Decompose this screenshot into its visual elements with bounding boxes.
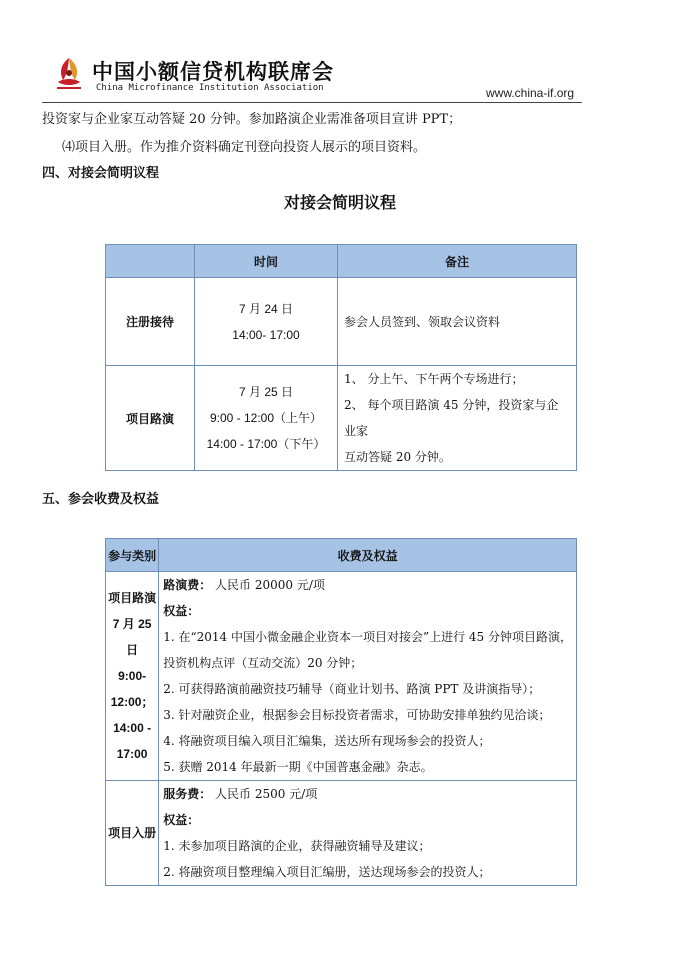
table-row: [106, 278, 577, 366]
association-logo-icon: [54, 56, 84, 90]
label-line: 9:00-12:00；: [110, 669, 154, 709]
table-header-row: [106, 539, 577, 572]
table-header-category: 参与类别: [106, 539, 159, 572]
table-row: [106, 781, 577, 886]
section-heading-5: 五、参会收费及权益: [42, 492, 160, 507]
table-header-empty: [106, 245, 195, 278]
label-line: 项目入册: [108, 826, 157, 840]
benefit-item: 3. 针对融资企业，根据参会目标投资者需求，可协助安排单独约见洽谈；: [163, 708, 551, 722]
table-header-fees: 收费及权益: [159, 539, 577, 572]
benefit-item: 2. 将融资项目整理编入项目汇编册，送达现场参会的投资人；: [163, 865, 491, 879]
benefit-item: 1. 未参加项目路演的企业，获得融资辅导及建议；: [163, 839, 431, 853]
time-line: 7 月 24 日: [238, 301, 294, 316]
table-row: [106, 366, 577, 471]
body-paragraph-1: 投资家与企业家互动答疑 20 分钟。参加路演企业需准备项目宣讲 PPT；: [42, 112, 462, 127]
fee-table: [105, 538, 577, 886]
fee-value: 人民币 2500 元/项: [215, 787, 318, 801]
agenda-title: 对接会简明议程: [283, 193, 396, 212]
time-line: 7 月 25 日: [238, 385, 294, 399]
benefit-item: 1. 在“2014 中国小微金融企业资本一项目对接会”上进行 45 分钟项目路演，: [163, 630, 572, 644]
label-line: 项目路演: [108, 591, 157, 605]
row-benefits: [159, 572, 577, 781]
body-paragraph-2: ⑷项目入册。作为推介资料确定刊登向投资人展示的项目资料。: [62, 140, 427, 155]
header-divider: [42, 102, 582, 103]
row-label: [106, 781, 159, 886]
table-header-row: [106, 245, 577, 278]
benefits-label: 权益：: [163, 813, 200, 827]
benefit-item: 5. 获赠 2014 年最新一期《中国普惠金融》杂志。: [163, 760, 433, 774]
benefit-item: 2. 可获得路演前融资技巧辅导（商业计划书、路演 PPT 及讲演指导）；: [163, 682, 541, 696]
page-header: [0, 0, 680, 110]
time-line: 9:00 - 12:00（上午）: [209, 411, 323, 425]
fee-line: [163, 781, 572, 807]
row-time: [195, 366, 338, 471]
table-header-notes: 备注: [338, 245, 577, 278]
website-link[interactable]: www.china-if.org: [486, 86, 575, 100]
row-note: 参会人员签到、领取会议资料: [338, 278, 577, 366]
fee-value: 人民币 20000 元/项: [215, 578, 325, 592]
label-line: 14:00 - 17:00: [113, 721, 152, 761]
row-label: 注册接待: [106, 278, 195, 366]
org-name-cn: 中国小额信贷机构联席会: [92, 59, 334, 84]
table-row: [106, 572, 577, 781]
org-name-en: China Microfinance Institution Association: [96, 83, 324, 93]
time-line: 14:00 - 17:00（下午）: [206, 437, 326, 451]
row-label: 项目路演: [106, 366, 195, 471]
time-line: 14:00- 17:00: [232, 327, 300, 342]
row-benefits: [159, 781, 577, 886]
row-label: [106, 572, 159, 781]
benefits-label: 权益：: [163, 604, 200, 618]
note-line: 1、 分上午、下午两个专场进行；: [344, 372, 524, 386]
fee-label: 服务费：: [163, 787, 212, 801]
agenda-table: [105, 244, 577, 471]
label-line: 7 月 25 日: [112, 617, 152, 657]
row-note: [338, 366, 577, 471]
row-time: [195, 278, 338, 366]
section-heading-4: 四、对接会简明议程: [42, 166, 160, 181]
fee-label: 路演费：: [163, 578, 212, 592]
fee-line: [163, 572, 572, 598]
benefit-item: 投资机构点评（互动交流）20 分钟；: [163, 656, 363, 670]
note-line: 互动答疑 20 分钟。: [344, 450, 451, 464]
benefit-item: 4. 将融资项目编入项目汇编集，送达所有现场参会的投资人；: [163, 734, 491, 748]
note-line: 2、 每个项目路演 45 分钟，投资家与企业家: [344, 398, 559, 438]
table-header-time: 时间: [195, 245, 338, 278]
